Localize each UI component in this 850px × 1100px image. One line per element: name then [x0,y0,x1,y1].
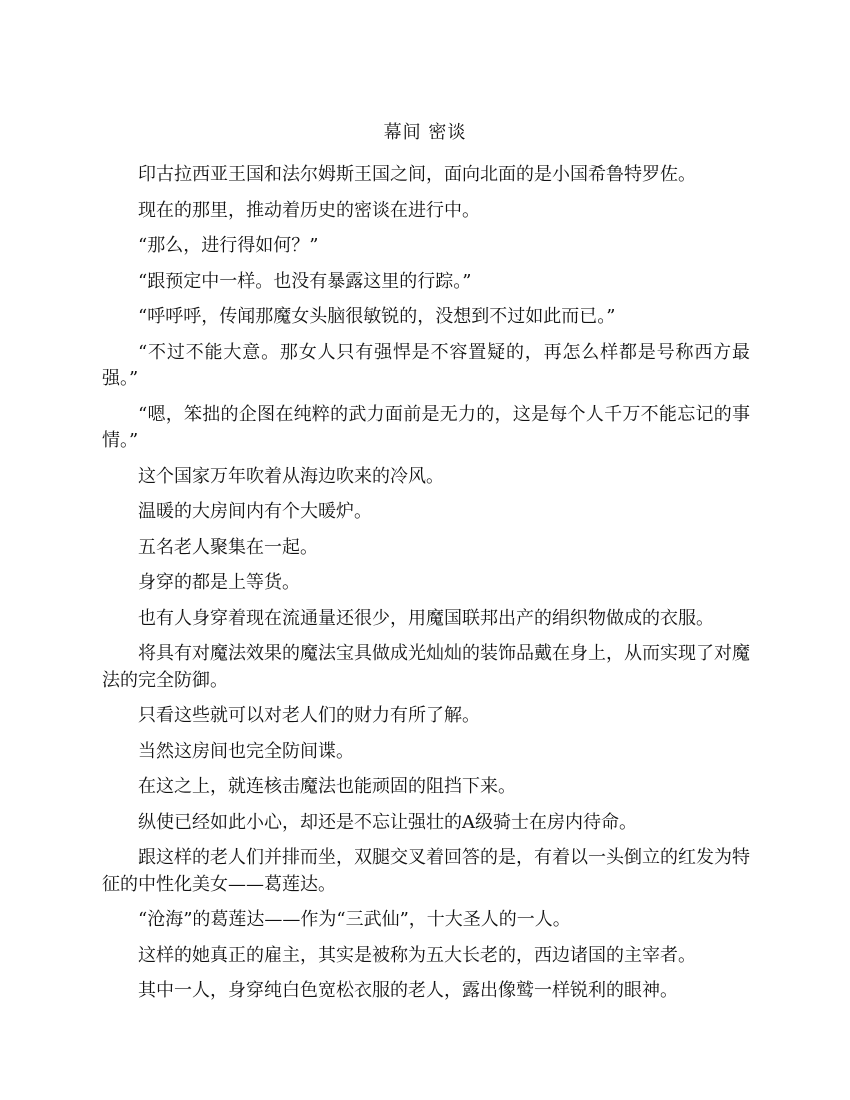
paragraph: “呼呼呼，传闻那魔女头脑很敏锐的，没想到不过如此而已。” [138,306,616,327]
chapter-title: 幕间 密谈 [383,122,467,143]
paragraph: 温暖的大房间内有个大暖炉。 [138,501,372,522]
paragraph: “沧海”的葛莲达——作为“三武仙”，十大圣人的一人。 [138,909,571,930]
paragraph: 跟这样的老人们并排而坐，双腿交叉着回答的是，有着以一头倒立的红发为特征的中性化美女——葛莲达。 [102,847,750,895]
paragraph: 只看这些就可以对老人们的财力有所了解。 [138,705,480,726]
paragraph: 现在的那里，推动着历史的密谈在进行中。 [138,199,480,221]
paragraph: 在这之上，就连核击魔法也能顽固的阻挡下来。 [138,776,516,797]
paragraph: 这个国家万年吹着从海边吹来的冷风。 [138,465,444,487]
paragraph: 身穿的都是上等货。 [138,572,300,593]
body-text [102,162,750,1014]
paragraph: 印古拉西亚王国和法尔姆斯王国之间，面向北面的是小国希鲁特罗佐。 [138,164,696,185]
paragraph: “那么，进行得如何？” [138,235,319,256]
paragraph: 这样的她真正的雇主，其实是被称为五大长老的，西边诸国的主宰者。 [138,944,696,966]
paragraph: 当然这房间也完全防间谍。 [138,740,354,762]
paragraph: “嗯，笨拙的企图在纯粹的武力面前是无力的，这是每个人千万不能忘记的事情。” [102,403,750,451]
paragraph: 五名老人聚集在一起。 [138,536,318,558]
paragraph: 将具有对魔法效果的魔法宝具做成光灿灿的装饰品戴在身上，从而实现了对魔法的完全防御。 [102,643,750,691]
paragraph: 其中一人，身穿纯白色宽松衣服的老人，露出像鹫一样锐利的眼神。 [138,980,678,1001]
paragraph: 纵使已经如此小心，却还是不忘让强壮的A级骑士在房内待命。 [138,811,637,833]
paragraph: “不过不能大意。那女人只有强悍是不容置疑的，再怎么样都是号称西方最强。” [102,341,750,389]
paragraph: 也有人身穿着现在流通量还很少，用魔国联邦出产的绢织物做成的衣服。 [138,607,714,629]
paragraph: “跟预定中一样。也没有暴露这里的行踪。” [138,270,472,292]
